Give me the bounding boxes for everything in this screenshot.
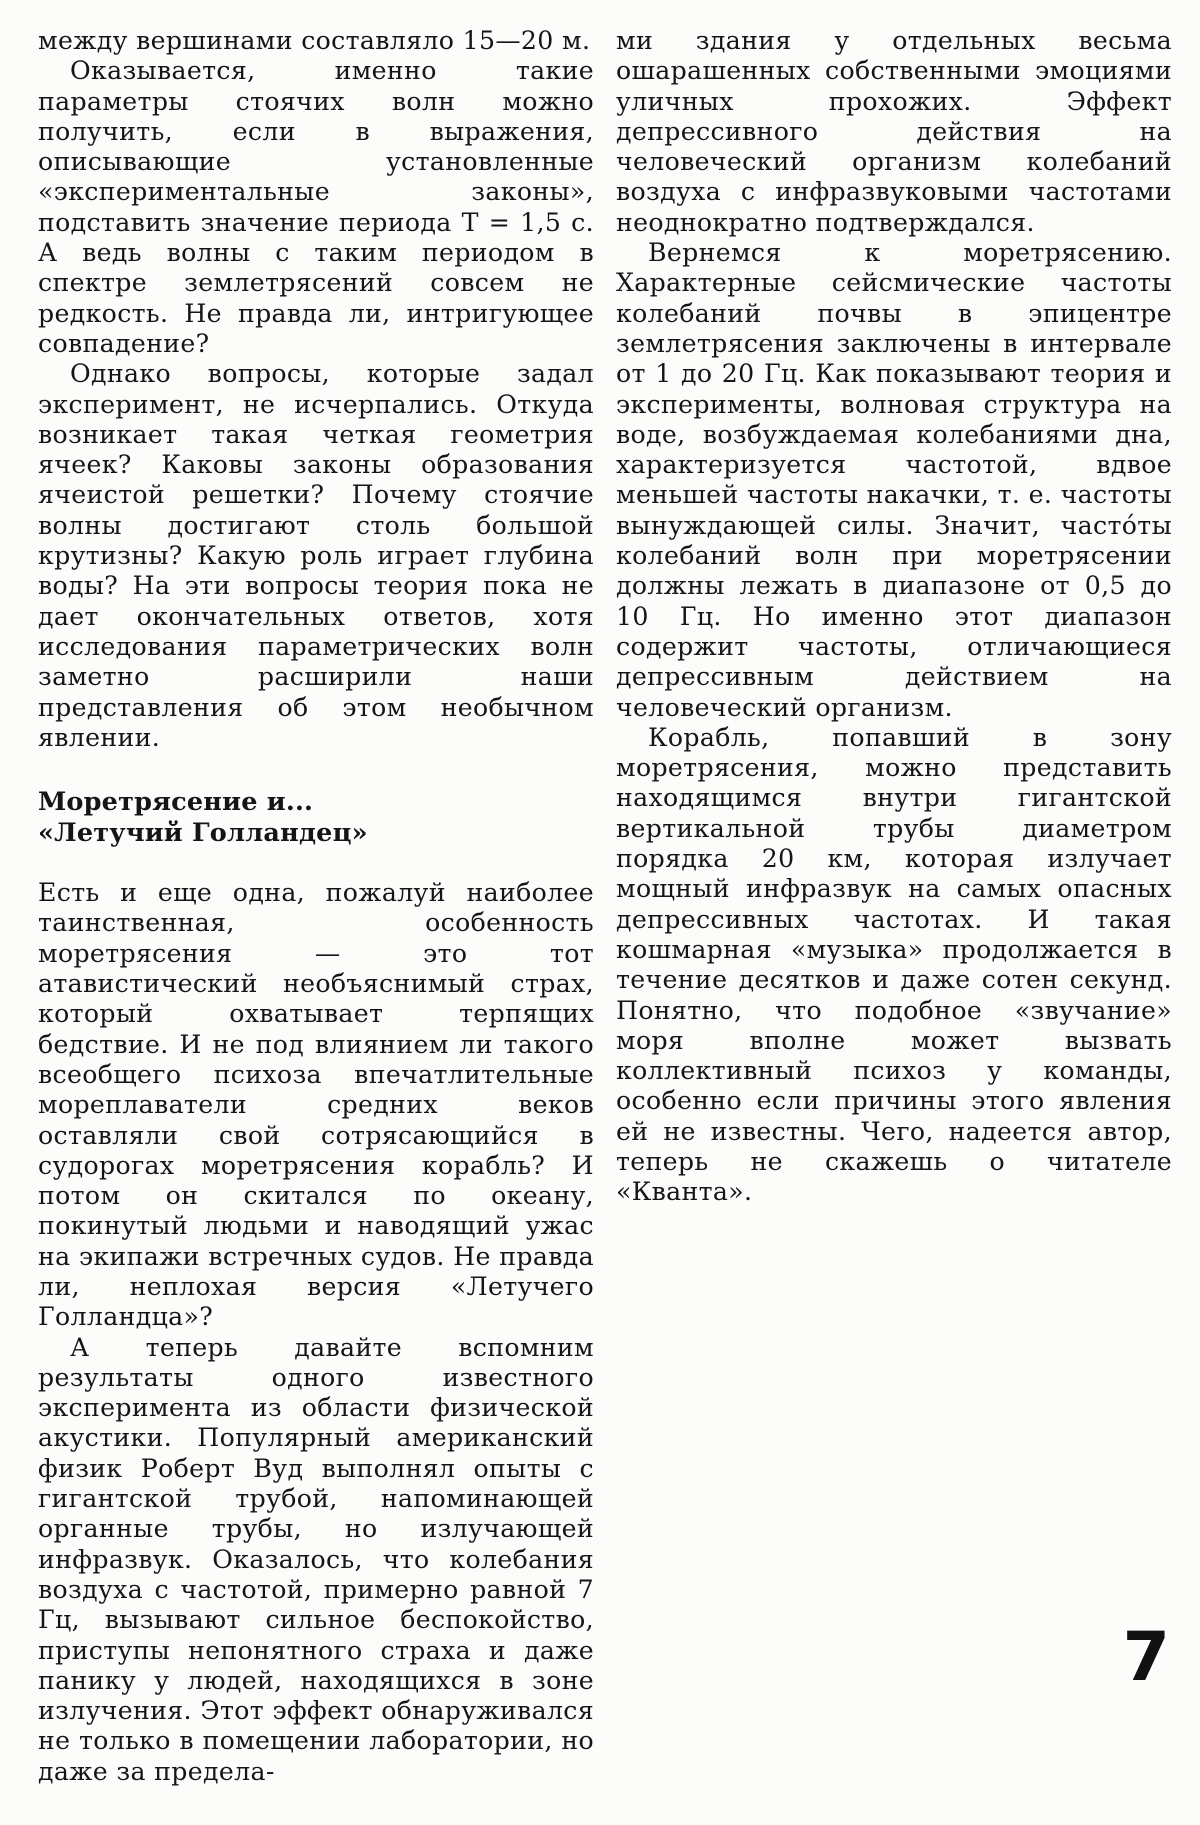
paragraph: между вершинами составляло 15—20 м.	[38, 26, 591, 55]
paragraph: Оказывается, именно такие параметры стоячих волн можно получить, если в выражения, описывающие установленные «экспериментальные законы», подставить значение периода T = 1,5 с. А ведь волны с таким периодом в спектре землетрясений совсем не редкость. Не правда ли, интригующее совпадение?	[38, 56, 594, 358]
section-heading-line: «Летучий Голландец»	[38, 817, 368, 848]
left-column	[38, 26, 594, 1787]
paragraph: Корабль, попавший в зону моретрясения, можно представить находящимся внутри гигантской вертикальной трубы диаметром порядка 20 км, которая излучает мощный инфразвук на самых опасных депрессивных частотах. И такая кошмарная «музыка» продолжается в течение десятков и даже сотен секунд. Понятно, что подобное «звучание» моря вполне может вызвать коллективный психоз у команды, особенно если причины этого явления ей не известны. Чего, надеется автор, теперь не скажешь о читателе «Кванта».	[616, 722, 1172, 1207]
right-column	[616, 26, 1172, 1208]
paragraph: А теперь давайте вспомним результаты одного известного эксперимента из области физической акустики. Популярный американский физик Роберт Вуд выполнял опыты с гигантской трубой, напоминающей органные трубы, но излучающей инфразвук. Оказалось, что колебания воздуха с частотой, примерно равной 7 Гц, вызывают сильное беспокойство, приступы непонятного страха и даже панику у людей, находящихся в зоне излучения. Этот эффект обнаруживался не только в помещении лаборатории, но даже за предела-	[38, 1332, 594, 1786]
section-heading	[38, 787, 594, 848]
section-heading-line: Моретрясение и...	[38, 787, 314, 818]
paragraph: Однако вопросы, которые задал эксперимент, не исчерпались. Откуда возникает такая четкая геометрия ячеек? Каковы законы образования ячеистой решетки? Почему стоячие волны достигают столь большой крутизны? Какую роль играет глубина воды? На эти вопросы теория пока не дает окончательных ответов, хотя исследования параметрических волн заметно расширили наши представления об этом необычном явлении.	[38, 359, 594, 752]
paragraph: Есть и еще одна, пожалуй наиболее таинственная, особенность моретрясения — это тот атавистический необъяснимый страх, который охватывает терпящих бедствие. И не под влиянием ли такого всеобщего психоза впечатлительные мореплаватели средних веков оставляли свой сотрясающийся в судорогах моретрясения корабль? И потом он скитался по океану, покинутый людьми и наводящий ужас на экипажи встречных судов. Не правда ли, неплохая версия «Летучего Голландца»?	[38, 878, 594, 1332]
page-number: 7	[1122, 1618, 1170, 1697]
paragraph: ми здания у отдельных весьма ошарашенных собственными эмоциями уличных прохожих. Эффект депрессивного действия на человеческий организм колебаний воздуха с инфразвуковыми частотами неоднократно подтверждался.	[616, 26, 1172, 237]
paragraph: Вернемся к моретрясению. Характерные сейсмические частоты колебаний почвы в эпицентре землетрясения заключены в интервале от 1 до 20 Гц. Как показывают теория и эксперименты, волновая структура на воде, возбуждаемая колебаниями дна, характеризуется частотой, вдвое меньшей частоты накачки, т. е. частоты вынуждающей силы. Значит, часто́ты колебаний волн при моретрясении должны лежать в диапазоне от 0,5 до 10 Гц. Но именно этот диапазон содержит частоты, отличающиеся депрессивным действием на человеческий организм.	[616, 238, 1172, 722]
